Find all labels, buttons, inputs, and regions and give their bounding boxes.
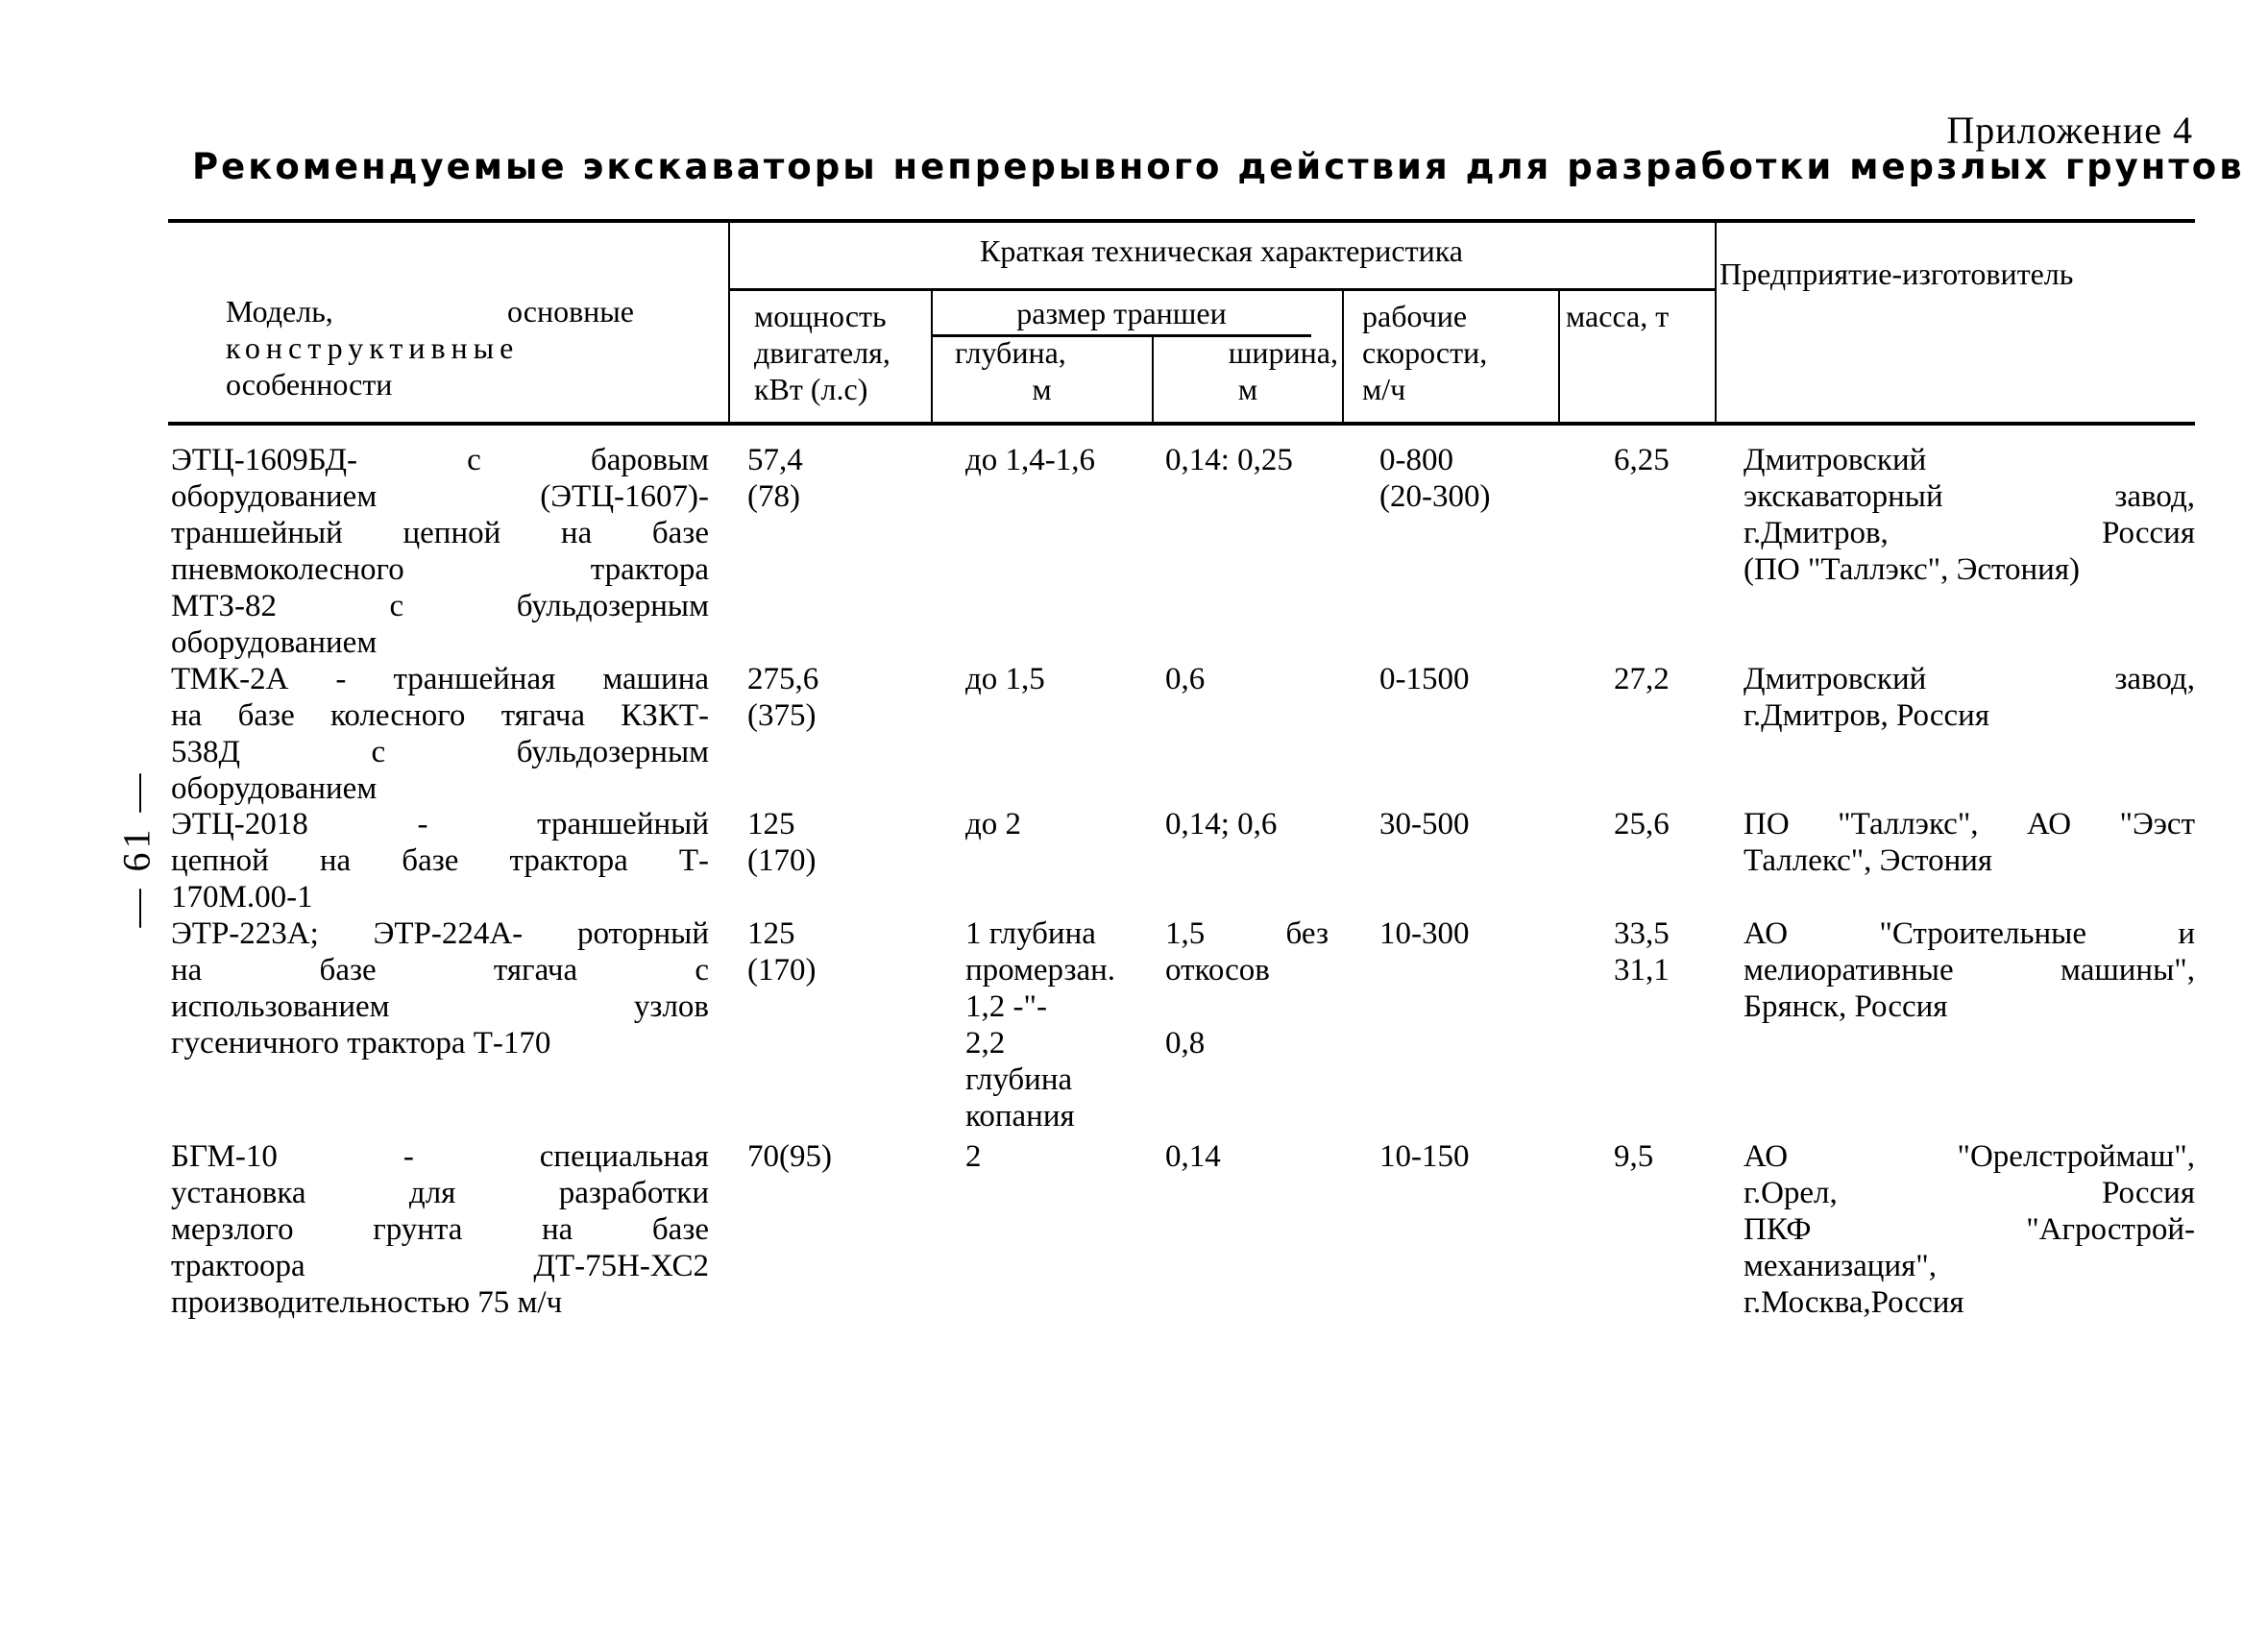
cell-line: на базе тягача с xyxy=(171,953,709,988)
cell-line xyxy=(1165,988,1329,1025)
cell-depth xyxy=(965,915,1115,1134)
header-line: рабочие xyxy=(1362,299,1468,333)
header-line: ширина, xyxy=(1228,335,1338,370)
cell-speed xyxy=(1379,1138,1470,1175)
cell-line: 125 xyxy=(747,916,795,951)
cell-model xyxy=(171,915,709,1061)
header-trench: размер траншеи xyxy=(1016,296,1227,330)
cell-line: глубина xyxy=(965,1062,1073,1097)
cell-width xyxy=(1165,915,1329,1061)
cell-line: механизация", xyxy=(1744,1249,1938,1283)
page-number: — 61 — xyxy=(114,769,159,928)
cell-line: 57,4 xyxy=(747,443,803,477)
cell-line: АО "Строительные и xyxy=(1744,916,2195,951)
cell-line: 1,5 без xyxy=(1165,916,1329,951)
cell-mass xyxy=(1614,442,1670,478)
cell-line: установка для разработки xyxy=(171,1176,709,1210)
cell-width xyxy=(1165,1138,1329,1175)
header-power xyxy=(754,298,890,407)
cell-line: 0,8 xyxy=(1165,1026,1206,1061)
cell-line: откосов xyxy=(1165,953,1270,988)
header-mass: масса, т xyxy=(1566,299,1670,333)
cell-line: гусеничного трактора Т-170 xyxy=(171,1026,551,1061)
cell-power xyxy=(747,915,816,988)
cell-depth xyxy=(965,1138,982,1175)
cell-line: 0-800 xyxy=(1379,443,1453,477)
cell-power xyxy=(747,442,803,515)
cell-line: 25,6 xyxy=(1614,807,1670,841)
header-model xyxy=(226,293,634,402)
cell-line: промерзан. xyxy=(965,953,1116,988)
cell-line: БГМ-10 - специальная xyxy=(171,1139,709,1174)
cell-line: 125 xyxy=(747,807,795,841)
header-depth xyxy=(934,334,1150,407)
cell-speed xyxy=(1379,661,1470,697)
cell-width xyxy=(1165,442,1329,478)
group-header-rule xyxy=(728,288,1715,291)
cell-line: пневмоколесного трактора xyxy=(171,552,709,587)
header-line: двигателя, xyxy=(754,335,890,370)
cell-mass xyxy=(1614,1138,1653,1175)
cell-line: Дмитровский xyxy=(1744,443,1927,477)
cell-line: ТМК-2А - траншейная машина xyxy=(171,662,709,696)
cell-line: цепной на базе трактора Т- xyxy=(171,843,709,878)
cell-line: траншейный цепной на базе xyxy=(171,516,709,550)
header-group: Краткая техническая характеристика xyxy=(980,233,1463,268)
header-line: Модель, основные xyxy=(226,294,634,329)
cell-mass xyxy=(1614,661,1670,697)
cell-depth xyxy=(965,661,1045,697)
cell-line: 275,6 xyxy=(747,662,819,696)
cell-line: ПКФ "Агрострой- xyxy=(1744,1212,2195,1247)
cell-line: 0,14 xyxy=(1165,1139,1221,1174)
cell-line: 0,6 xyxy=(1165,662,1206,696)
cell-line: (170) xyxy=(747,953,817,988)
cell-line: ПО "Таллэкс", АО "Ээст xyxy=(1744,807,2195,841)
cell-line: г.Дмитров, Россия xyxy=(1744,698,1990,733)
cell-line: 9,5 xyxy=(1614,1139,1654,1174)
cell-line: 31,1 xyxy=(1614,953,1670,988)
cell-line: г.Москва,Россия xyxy=(1744,1285,1964,1320)
cell-line: оборудованием (ЭТЦ-1607)- xyxy=(171,479,709,514)
cell-line: до 2 xyxy=(965,807,1022,841)
cell-line: 10-300 xyxy=(1379,916,1470,951)
cell-line: ЭТЦ-1609БД- с баровым xyxy=(171,443,709,477)
cell-line: мелиоративные машины", xyxy=(1744,953,2195,988)
page-title: Рекомендуемые экскаваторы непрерывного действия для разработки мерзлых грунтов xyxy=(192,146,2245,187)
cell-maker xyxy=(1744,661,2195,734)
cell-speed xyxy=(1379,806,1470,842)
cell-mass xyxy=(1614,806,1670,842)
cell-line: 1,2 -"- xyxy=(965,989,1047,1024)
header-speed xyxy=(1362,298,1552,407)
cell-line: (ПО "Таллэкс", Эстония) xyxy=(1744,552,2080,587)
cell-width xyxy=(1165,661,1329,697)
header-line: мощность xyxy=(754,299,887,333)
cell-speed xyxy=(1379,915,1470,952)
cell-line: г.Дмитров, Россия xyxy=(1744,516,2195,550)
cell-line: г.Орел, Россия xyxy=(1744,1176,2195,1210)
cell-mass xyxy=(1614,915,1670,988)
header-line: м xyxy=(1032,372,1052,406)
cell-model xyxy=(171,1138,709,1321)
header-line: кВт (л.с) xyxy=(754,372,868,406)
cell-line: (20-300) xyxy=(1379,479,1491,514)
header-bottom-rule xyxy=(168,422,2195,426)
cell-maker xyxy=(1744,915,2195,1025)
cell-speed xyxy=(1379,442,1490,515)
cell-line: 2 xyxy=(965,1139,982,1174)
cell-line: МТЗ-82 с бульдозерным xyxy=(171,589,709,623)
cell-line: 538Д с бульдозерным xyxy=(171,735,709,769)
cell-line: мерзлого грунта на базе xyxy=(171,1212,709,1247)
cell-depth xyxy=(965,806,1021,842)
cell-maker xyxy=(1744,442,2195,588)
column-divider xyxy=(1342,290,1344,424)
cell-line: 6,25 xyxy=(1614,443,1670,477)
cell-line: до 1,5 xyxy=(965,662,1045,696)
cell-line: 0,14; 0,6 xyxy=(1165,807,1278,841)
cell-line: оборудованием xyxy=(171,771,378,806)
cell-line: до 1,4-1,6 xyxy=(965,443,1096,477)
cell-power xyxy=(747,1138,832,1175)
header-line: скорости, xyxy=(1362,335,1488,370)
cell-line: ЭТЦ-2018 - траншейный xyxy=(171,807,709,841)
header-line: глубина, xyxy=(955,335,1066,370)
cell-line: трактоора ДТ-75Н-ХС2 xyxy=(171,1249,709,1283)
appendix-label: Приложение 4 xyxy=(1946,109,2193,152)
cell-line: (78) xyxy=(747,479,800,514)
cell-maker xyxy=(1744,806,2195,879)
cell-line: 0,14: 0,25 xyxy=(1165,443,1293,477)
cell-model xyxy=(171,661,709,807)
cell-power xyxy=(747,661,818,734)
cell-line: 10-150 xyxy=(1379,1139,1470,1174)
cell-line: копания xyxy=(965,1099,1075,1134)
cell-model xyxy=(171,806,709,915)
cell-line: 0-1500 xyxy=(1379,662,1470,696)
cell-line: 33,5 xyxy=(1614,916,1670,951)
cell-line: 170М.00-1 xyxy=(171,880,313,915)
cell-power xyxy=(747,806,816,879)
column-divider xyxy=(1558,290,1560,424)
cell-line: использованием узлов xyxy=(171,989,709,1024)
cell-line: Брянск, Россия xyxy=(1744,989,1948,1024)
header-line: м xyxy=(1237,372,1258,406)
header-width xyxy=(1154,334,1342,407)
cell-line: 70(95) xyxy=(747,1139,832,1174)
cell-line: (170) xyxy=(747,843,817,878)
cell-depth xyxy=(965,442,1095,478)
table-top-rule xyxy=(168,219,2195,223)
cell-line: 30-500 xyxy=(1379,807,1470,841)
cell-model xyxy=(171,442,709,661)
cell-line: 1 глубина xyxy=(965,916,1096,951)
cell-line: производительностью 75 м/ч xyxy=(171,1285,563,1320)
cell-line: Таллекс", Эстония xyxy=(1744,843,1993,878)
cell-line: АО "Орелстроймаш", xyxy=(1744,1139,2195,1174)
cell-width xyxy=(1165,806,1329,842)
column-divider xyxy=(1715,221,1717,424)
header-line: конструктивные xyxy=(226,330,520,365)
cell-line: на базе колесного тягача КЗКТ- xyxy=(171,698,709,733)
header-maker: Предприятие-изготовитель xyxy=(1719,256,2074,291)
cell-line: ЭТР-223А; ЭТР-224А- роторный xyxy=(171,916,709,951)
cell-line: оборудованием xyxy=(171,625,378,660)
header-line: особенности xyxy=(226,367,393,402)
cell-line: экскаваторный завод, xyxy=(1744,479,2195,514)
cell-maker xyxy=(1744,1138,2195,1321)
cell-line: 27,2 xyxy=(1614,662,1670,696)
cell-line: 2,2 xyxy=(965,1026,1006,1061)
cell-line: (375) xyxy=(747,698,817,733)
cell-line: Дмитровский завод, xyxy=(1744,662,2195,696)
header-line: м/ч xyxy=(1362,372,1406,406)
